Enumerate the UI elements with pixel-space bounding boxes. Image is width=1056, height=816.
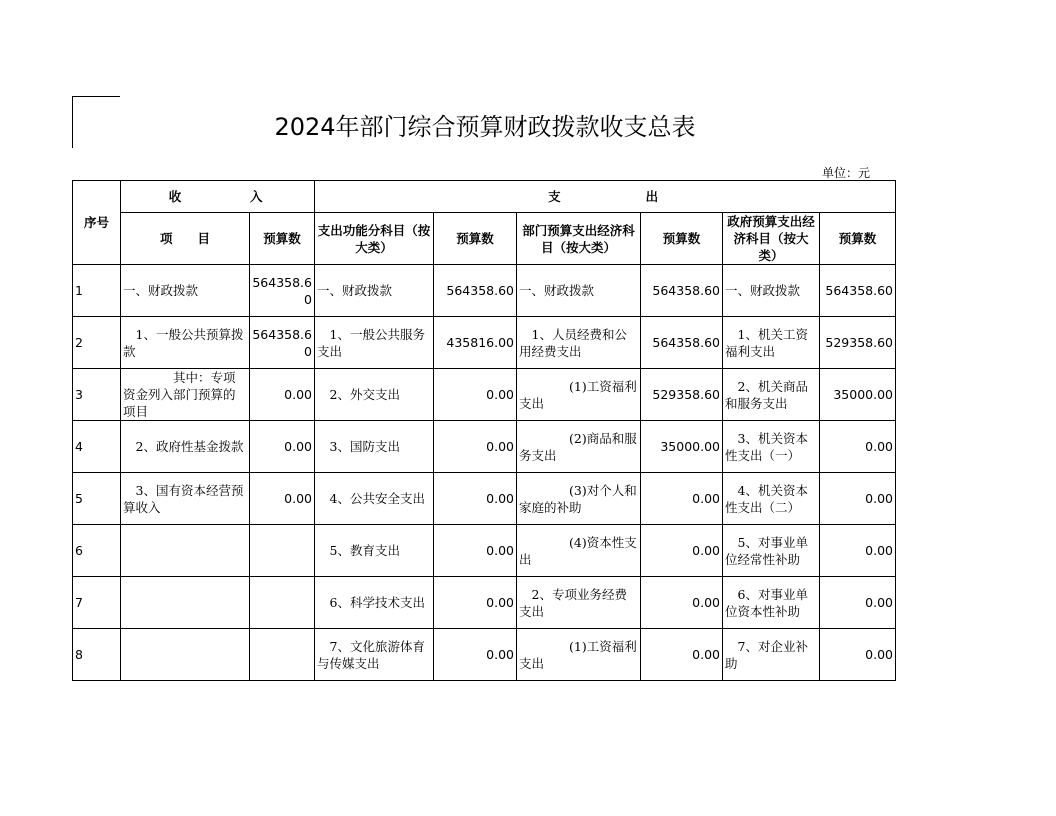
row-seq: 3 (73, 369, 121, 421)
income-item (121, 577, 250, 629)
gov-amount: 0.00 (820, 421, 896, 473)
func-subject: 5、教育支出 (315, 525, 434, 577)
income-amount: 0.00 (250, 421, 315, 473)
gov-amount: 0.00 (820, 525, 896, 577)
gov-econ-subject: 1、机关工资福利支出 (723, 317, 820, 369)
gov-amount: 564358.60 (820, 265, 896, 317)
header-seq: 序号 (73, 181, 121, 265)
dept-amount: 529358.60 (641, 369, 723, 421)
income-amount (250, 525, 315, 577)
dept-amount: 35000.00 (641, 421, 723, 473)
dept-amount: 0.00 (641, 577, 723, 629)
func-amount: 0.00 (434, 525, 517, 577)
header-income-item: 项 目 (121, 213, 250, 265)
income-amount: 0.00 (250, 473, 315, 525)
func-subject: 3、国防支出 (315, 421, 434, 473)
gov-amount: 0.00 (820, 473, 896, 525)
row-seq: 8 (73, 629, 121, 681)
dept-amount: 0.00 (641, 629, 723, 681)
func-amount: 0.00 (434, 473, 517, 525)
func-amount: 564358.60 (434, 265, 517, 317)
header-row-group (73, 181, 896, 213)
row-seq: 6 (73, 525, 121, 577)
budget-summary-table (72, 180, 896, 681)
header-func-budget: 预算数 (434, 213, 517, 265)
row-seq: 7 (73, 577, 121, 629)
func-subject: 7、文化旅游体育与传媒支出 (315, 629, 434, 681)
table-row (73, 317, 896, 369)
header-row-columns (73, 213, 896, 265)
crop-mark-horizontal (72, 96, 120, 97)
row-seq: 4 (73, 421, 121, 473)
gov-econ-subject: 7、对企业补助 (723, 629, 820, 681)
func-subject: 1、一般公共服务支出 (315, 317, 434, 369)
func-amount: 0.00 (434, 421, 517, 473)
table-row (73, 265, 896, 317)
dept-amount: 0.00 (641, 473, 723, 525)
dept-amount: 564358.60 (641, 317, 723, 369)
header-gov-econ-subject: 政府预算支出经济科目（按大类） (723, 213, 820, 265)
gov-amount: 35000.00 (820, 369, 896, 421)
func-subject: 一、财政拨款 (315, 265, 434, 317)
row-seq: 1 (73, 265, 121, 317)
dept-econ-subject: (1)工资福利支出 (517, 369, 641, 421)
dept-amount: 0.00 (641, 525, 723, 577)
gov-econ-subject: 2、机关商品和服务支出 (723, 369, 820, 421)
gov-econ-subject: 5、对事业单位经常性补助 (723, 525, 820, 577)
dept-econ-subject: (4)资本性支出 (517, 525, 641, 577)
gov-econ-subject: 3、机关资本性支出（一） (723, 421, 820, 473)
income-amount (250, 577, 315, 629)
func-amount: 0.00 (434, 629, 517, 681)
gov-econ-subject: 6、对事业单位资本性补助 (723, 577, 820, 629)
header-func-subject: 支出功能分科目（按大类） (315, 213, 434, 265)
table-row (73, 577, 896, 629)
dept-econ-subject: 2、专项业务经费支出 (517, 577, 641, 629)
row-seq: 5 (73, 473, 121, 525)
dept-econ-subject: 1、人员经费和公用经费支出 (517, 317, 641, 369)
income-amount: 564358.60 (250, 317, 315, 369)
table-row (73, 525, 896, 577)
income-amount (250, 629, 315, 681)
dept-amount: 564358.60 (641, 265, 723, 317)
income-item (121, 629, 250, 681)
gov-amount: 0.00 (820, 577, 896, 629)
income-amount: 564358.60 (250, 265, 315, 317)
func-subject: 4、公共安全支出 (315, 473, 434, 525)
dept-econ-subject: (3)对个人和家庭的补助 (517, 473, 641, 525)
header-dept-econ-subject: 部门预算支出经济科目（按大类） (517, 213, 641, 265)
income-amount: 0.00 (250, 369, 315, 421)
dept-econ-subject: 一、财政拨款 (517, 265, 641, 317)
table-row (73, 369, 896, 421)
header-dept-budget: 预算数 (641, 213, 723, 265)
header-income: 收 入 (121, 181, 315, 213)
gov-amount: 529358.60 (820, 317, 896, 369)
func-amount: 0.00 (434, 369, 517, 421)
dept-econ-subject: (1)工资福利支出 (517, 629, 641, 681)
header-expense: 支 出 (315, 181, 896, 213)
gov-econ-subject: 一、财政拨款 (723, 265, 820, 317)
dept-econ-subject: (2)商品和服务支出 (517, 421, 641, 473)
func-amount: 0.00 (434, 577, 517, 629)
gov-amount: 0.00 (820, 629, 896, 681)
income-item: 一、财政拨款 (121, 265, 250, 317)
row-seq: 2 (73, 317, 121, 369)
func-subject: 6、科学技术支出 (315, 577, 434, 629)
income-item (121, 525, 250, 577)
unit-label: 单位：元 (822, 166, 871, 180)
income-item: 1、一般公共预算拨款 (121, 317, 250, 369)
income-item: 2、政府性基金拨款 (121, 421, 250, 473)
table-row (73, 473, 896, 525)
func-amount: 435816.00 (434, 317, 517, 369)
page-title: 2024年部门综合预算财政拨款收支总表 (274, 113, 696, 141)
header-gov-budget: 预算数 (820, 213, 896, 265)
table-row (73, 421, 896, 473)
table-row (73, 629, 896, 681)
gov-econ-subject: 4、机关资本性支出（二） (723, 473, 820, 525)
func-subject: 2、外交支出 (315, 369, 434, 421)
income-item: 3、国有资本经营预算收入 (121, 473, 250, 525)
table-body (73, 265, 896, 681)
income-item: 其中：专项资金列入部门预算的项目 (121, 369, 250, 421)
header-income-budget: 预算数 (250, 213, 315, 265)
